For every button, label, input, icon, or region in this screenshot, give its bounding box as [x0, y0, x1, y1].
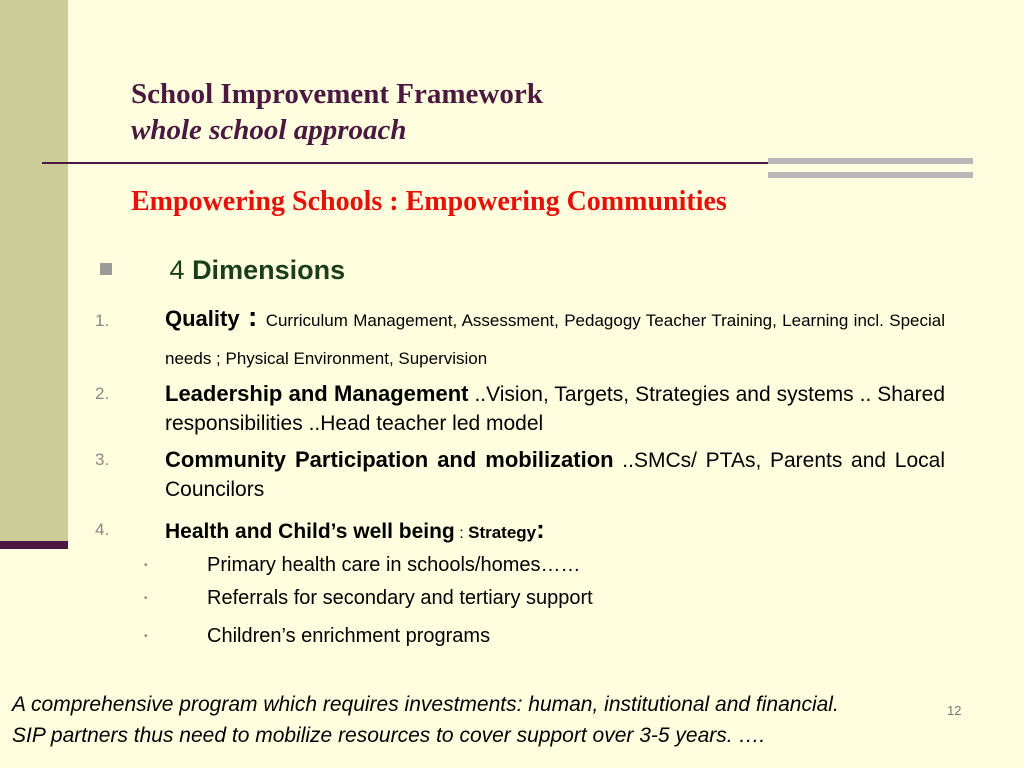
item-body — [165, 298, 945, 378]
dimension-item — [95, 446, 945, 506]
dimension-item — [95, 380, 945, 440]
item-number: 4. — [95, 520, 110, 539]
divider-block-top — [768, 158, 973, 164]
bullet-dot-icon: • — [144, 560, 148, 571]
dimension-item — [95, 301, 945, 376]
slide-subtitle: Empowering Schools : Empowering Communities — [131, 186, 727, 217]
bullet-dot-icon: • — [144, 593, 148, 604]
slide-number: 12 — [947, 703, 962, 718]
dimension-item — [95, 516, 945, 550]
dimensions-count: 4 — [169, 255, 185, 285]
item-heading: Community Participation and mobilization — [165, 447, 614, 472]
item-heading: Leadership and Management — [165, 381, 469, 406]
footer-line-2: SIP partners thus need to mobilize resources to cover support over 3-5 years. …. — [12, 724, 766, 747]
left-accent-bar-end — [0, 541, 68, 549]
item-number: 2. — [95, 384, 110, 403]
item-body — [165, 514, 945, 545]
bullet-text: Primary health care in schools/homes…… — [207, 554, 581, 576]
square-bullet-icon — [100, 263, 112, 275]
bullet-text: Referrals for secondary and tertiary support — [207, 587, 593, 609]
item-body — [165, 379, 945, 438]
dimensions-label: Dimensions — [192, 255, 346, 285]
item-heading: Quality — [165, 306, 240, 331]
strategy-colon: : — [536, 514, 545, 544]
item-text: ..SMCs/ PTAs, Parents and Local Councilors — [165, 449, 945, 501]
divider-block-bottom — [768, 172, 973, 178]
item-text: ..Vision, Targets, Strategies and systems .. Shared responsibilities ..Head teacher led model — [165, 383, 945, 435]
item-separator: : — [239, 301, 266, 332]
slide-title — [131, 76, 543, 148]
item-number: 3. — [95, 450, 110, 469]
title-divider — [42, 162, 772, 164]
item-heading: Health and Child’s well being — [165, 520, 455, 543]
dimensions-heading — [100, 255, 345, 286]
footer-line-1: A comprehensive program which requires investments: human, institutional and financial. — [12, 693, 839, 716]
item-colon: : — [454, 525, 469, 542]
bullet-dot-icon: • — [144, 631, 148, 642]
bullet-text: Children’s enrichment programs — [207, 625, 491, 647]
item-body — [165, 445, 945, 504]
item-number: 1. — [95, 311, 110, 330]
strategy-label: Strategy — [468, 523, 537, 542]
left-accent-bar — [0, 0, 68, 548]
item-text: Curriculum Management, Assessment, Pedagogy Teacher Training, Learning incl. Special needs ; Physical Environment, Supervision — [165, 311, 945, 368]
footer-note — [12, 689, 839, 751]
title-sub: whole school approach — [131, 114, 407, 146]
title-main: School Improvement Framework — [131, 78, 543, 110]
